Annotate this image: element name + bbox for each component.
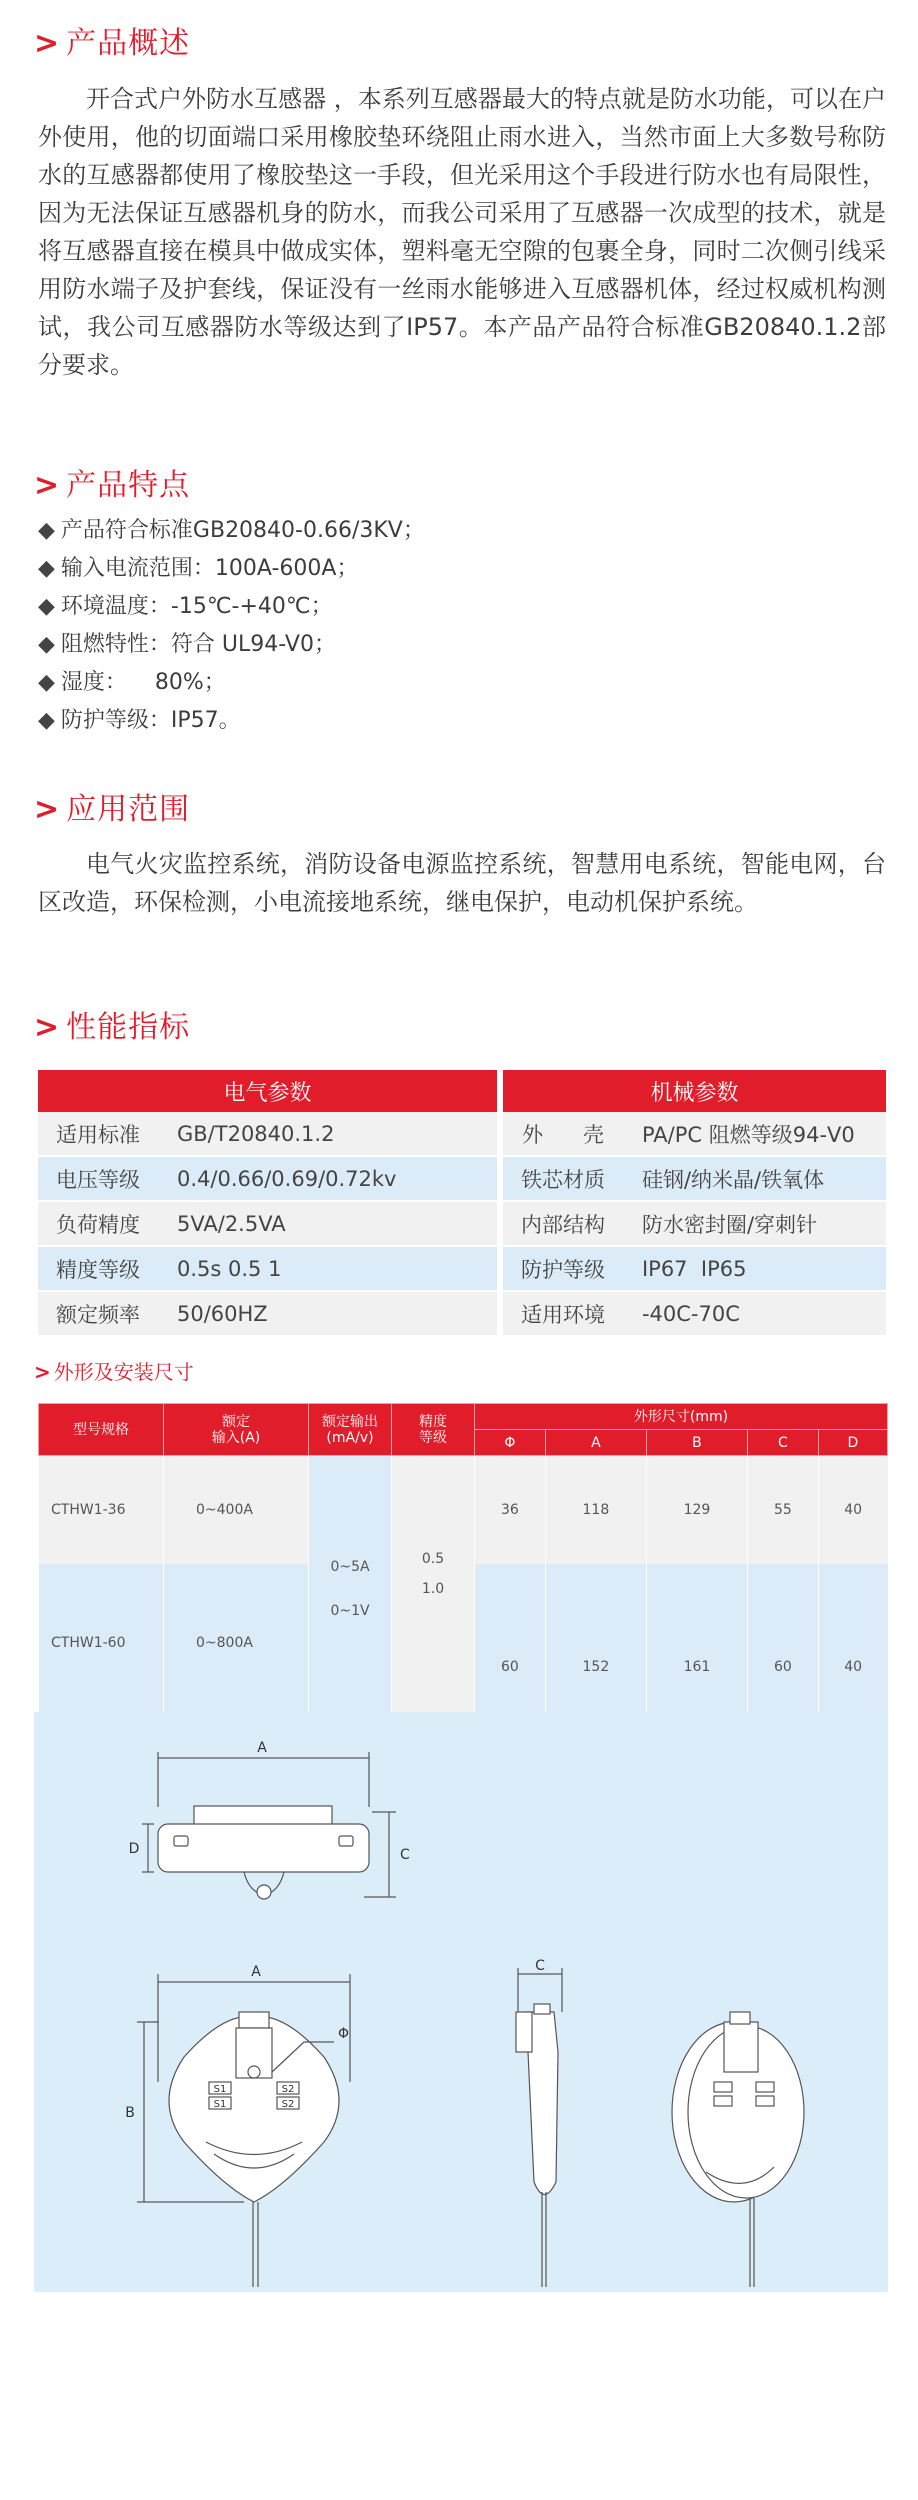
col-c: C [748,1430,819,1456]
chevron-right-icon: > [34,468,61,503]
table-row: 精度等级 0.5s 0.5 1 防护等级 IP67 IP65 [38,1246,886,1291]
diamond-bullet-icon: ◆ [38,670,55,695]
overview-paragraph: 开合式户外防水互感器 ，本系列互感器最大的特点就是防水功能，可以在户外使用，他的切面端口采用橡胶垫环绕阻止雨水进入，当然市面上大多数号称防水的互感器都使用了橡胶垫这一手段，但光采用这个手段进行防水也有局限性，因为无法保证互感器机身的防水，而我公司采用了互感器一次成型的技术，就是将互感器直接在模具中做成实体，塑料毫无空隙的包裹全身，同时二次侧引线采用防水端子及护套线，保证没有一丝雨水能够进入互感器机体，经过权威机构测试，我公司互感器防水等级达到了IP57。本产品产品符合标准GB20840.1.2部分要求。 [38,85,886,379]
chevron-right-icon: > [34,26,61,61]
terminal-s2: S2 [281,2099,295,2110]
table-row: 电压等级 0.4/0.66/0.69/0.72kv 铁芯材质 硅钢/纳米晶/铁氧体 [38,1156,886,1201]
table-row: 额定频率 50/60HZ 适用环境 -40C-70C [38,1291,886,1336]
terminal-s2: S2 [281,2084,295,2095]
col-input: 额定 输入(A) [164,1404,309,1456]
list-item: ◆ 湿度： 80%； [38,664,425,702]
table-row: CTHW1-60 0~800A 60 152 161 60 40 [39,1564,888,1721]
list-item: ◆ 输入电流范围：100A-600A； [38,550,425,588]
overview-title [34,18,190,62]
application-title [34,784,190,828]
list-item: ◆ 产品符合标准GB20840-0.66/3KV； [38,512,425,550]
dim-label-a-front: A [251,1964,261,1980]
diamond-bullet-icon: ◆ [38,594,55,619]
performance-title [34,1002,190,1046]
dim-label-c-side: C [535,1958,545,1974]
overview-title-text: 产品概述 [66,26,191,61]
col-a: A [545,1430,646,1456]
col-size: 外形尺寸(mm) [475,1404,888,1430]
diamond-bullet-icon: ◆ [38,708,55,733]
dim-label-phi: Φ [338,2026,350,2042]
dimension-drawing [34,1712,888,2292]
features-list [38,512,425,740]
accuracy-value: 0.5 [421,1550,445,1567]
col-output: 额定输出 (mA/v) [309,1404,392,1456]
col-b: B [646,1430,747,1456]
dim-label-a: A [257,1740,267,1756]
table-row: 适用标准 GB/T20840.1.2 外 壳 PA/PC 阻燃等级94-V0 [38,1112,886,1156]
col-accuracy: 精度 等级 [392,1404,475,1456]
application-paragraph: 电气火灾监控系统，消防设备电源监控系统，智慧用电系统，智能电网，台区改造，环保检测，小电流接地系统，继电保护，电动机保护系统。 [38,850,886,916]
electric-header: 电气参数 [38,1070,497,1112]
list-item: ◆ 阻燃特性：符合 UL94-V0； [38,626,425,664]
terminal-s1: S1 [213,2099,227,2110]
mechanical-header: 机械参数 [503,1070,886,1112]
chevron-right-icon: > [34,1010,61,1045]
accuracy-value: 1.0 [421,1580,445,1597]
application-title-text: 应用范围 [66,792,191,827]
diamond-bullet-icon: ◆ [38,556,55,581]
col-d: D [818,1430,887,1456]
dimensions-table [38,1403,888,1721]
dimensions-title-text: 外形及安装尺寸 [53,1360,194,1384]
col-model: 型号规格 [39,1404,164,1456]
list-item: ◆ 防护等级：IP57。 [38,702,425,740]
col-phi: Φ [475,1430,546,1456]
terminal-s1: S1 [213,2084,227,2095]
output-value: 0~5A [330,1558,370,1575]
list-item: ◆ 环境温度：-15℃-+40℃； [38,588,425,626]
chevron-right-icon: > [34,792,61,827]
performance-title-text: 性能指标 [66,1010,191,1045]
output-value: 0~1V [330,1602,370,1619]
features-title [34,460,190,504]
table-row: CTHW1-36 0~400A 0~5A 0~1V 0.5 1.0 36 118 129 55 40 [39,1456,888,1565]
dimensions-title [34,1356,194,1385]
features-title-text: 产品特点 [66,468,191,503]
table-row: 负荷精度 5VA/2.5VA 内部结构 防水密封圈/穿刺针 [38,1201,886,1246]
diamond-bullet-icon: ◆ [38,632,55,657]
dim-label-c: C [400,1847,410,1863]
dim-label-d: D [128,1841,140,1857]
dim-label-b: B [125,2105,135,2121]
dimension-drawing-panel [34,1712,888,2292]
chevron-right-icon: > [34,1360,51,1384]
performance-table [38,1070,886,1337]
diamond-bullet-icon: ◆ [38,518,55,543]
